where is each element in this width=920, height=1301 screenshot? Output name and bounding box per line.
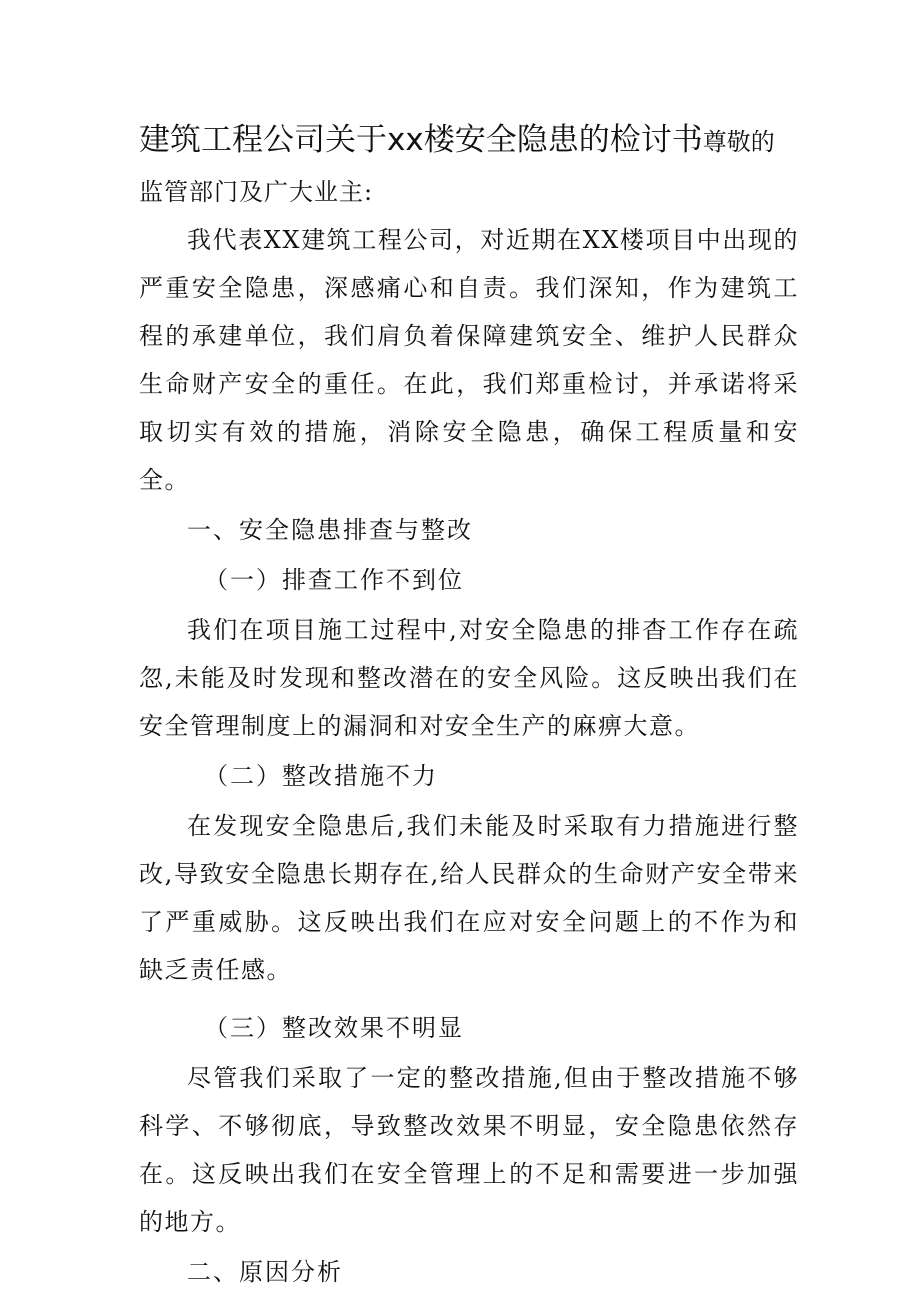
document-body [139,118,799,1296]
subsection-3-heading: （三）整改效果不明显 [204,1014,464,1042]
document-title: 建筑工程公司关于xx楼安全隐患的检讨书 [139,122,703,158]
title-tail-text: 尊敬的 [702,128,775,156]
section-2-heading: 二、原因分析 [187,1258,343,1286]
salutation: 监管部门及广大业主: [139,178,374,206]
section-1-heading: 一、安全隐患排查与整改 [187,516,473,544]
intro-paragraph: 我代表XX建筑工程公司，对近期在XX楼项目中出现的严重安全隐患，深感痛心和自责。我们深知，作为建筑工程的承建单位，我们肩负着保障建筑安全、维护人民群众生命财产安全的重任。在此，我们郑重检讨，并承诺将采取切实有效的措施，消除安全隐患，确保工程质量和安全。 [139,226,799,494]
subsection-2-heading: （二）整改措施不力 [204,762,438,790]
subsection-1-heading: （一）排查工作不到位 [204,566,464,594]
subsection-3-paragraph: 尽管我们采取了一定的整改措施,但由于整改措施不够科学、不够彻底，导致整改效果不明显，安全隐患依然存在。这反映出我们在安全管理上的不足和需要进一步加强的地方。 [139,1064,799,1236]
document-title-line [139,118,799,162]
subsection-2-paragraph: 在发现安全隐患后,我们未能及时采取有力措施进行整改,导致安全隐患长期存在,给人民群众的生命财产安全带来了严重威胁。这反映出我们在应对安全问题上的不作为和缺乏责任感。 [139,812,799,984]
subsection-1-paragraph: 我们在项目施工过程中,对安全隐患的排杳工作存在疏忽,未能及时发现和整改潜在的安全风险。这反映出我们在安全管理制度上的漏洞和对安全生产的麻痹大意。 [139,616,799,740]
